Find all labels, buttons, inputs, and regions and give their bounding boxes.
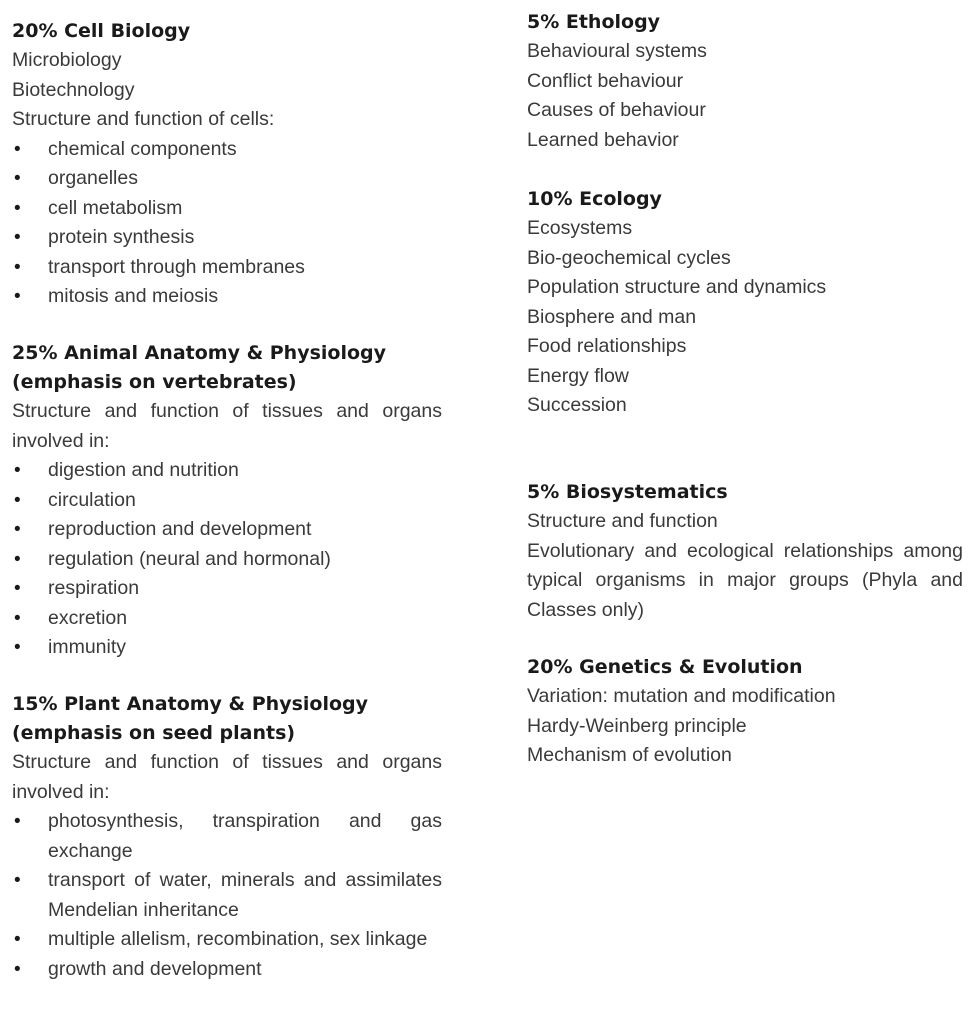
bullet-icon: • [14,286,21,307]
bullet-icon: • [14,578,21,599]
list-item [12,194,442,224]
section-heading: 20% Cell Biology [12,20,191,42]
list-item-text: mitosis and meiosis [48,285,219,307]
section-heading: 20% Genetics & Evolution [527,656,803,678]
bullet-icon: • [14,870,21,891]
list-item [12,604,442,634]
list-item-text: immunity [48,636,127,658]
bullet-icon: • [14,548,21,570]
section-ecology [527,185,963,421]
topic-line: Behavioural systems [527,40,707,62]
bullet-icon: • [14,811,21,832]
list-item-text: digestion and nutrition [48,459,239,481]
bullet-icon: • [14,227,21,248]
topic-line: Causes of behaviour [527,99,706,121]
section-plant-anatomy [12,690,442,984]
bullet-list [12,456,442,663]
list-item-text: regulation (neural and hormonal) [48,547,331,570]
topic-line: Energy flow [527,364,629,387]
topic-line: Food relationships [527,335,687,357]
topic-line: Learned behavior [527,128,679,151]
list-item-text: respiration [48,577,140,599]
section-heading: 25% Animal Anatomy & Physiology [12,342,387,364]
bullet-icon: • [14,929,21,950]
bullet-icon: • [14,607,21,629]
list-item-text: reproduction and development [48,518,312,540]
topic-line: Mechanism of evolution [527,744,732,766]
intro-paragraph: Structure and function of tissues and organs involved in: [12,751,442,803]
list-item [12,282,442,312]
list-item [12,135,442,165]
section-ethology [527,8,963,155]
list-item-text: transport of water, minerals and assimilates Mendelian inheritance [48,869,442,921]
list-item [12,223,442,253]
topic-line: Succession [527,394,627,416]
list-item [12,486,442,516]
bullet-icon: • [14,168,21,189]
section-subheading: (emphasis on vertebrates) [12,371,297,393]
list-item [12,633,442,663]
intro-paragraph: Structure and function of tissues and organs involved in: [12,400,442,452]
section-heading: 10% Ecology [527,188,662,210]
section-cell-biology [12,17,442,312]
list-item-text: circulation [48,488,136,511]
bullet-icon: • [14,958,21,980]
topic-line: Biotechnology [12,78,135,101]
bullet-icon: • [14,519,21,540]
list-item [12,807,442,866]
section-heading: 5% Ethology [527,11,661,33]
topic-line: Conflict behaviour [527,69,684,92]
bullet-icon: • [14,489,21,511]
section-heading: 5% Biosystematics [527,481,728,503]
topic-line: Ecosystems [527,217,633,239]
section-animal-anatomy [12,339,442,663]
section-biosystematics [527,478,963,625]
section-heading: 15% Plant Anatomy & Physiology [12,693,369,715]
topic-line: Variation: mutation and modification [527,685,836,707]
bullet-list [12,807,442,984]
topic-line: Hardy-Weinberg principle [527,714,747,737]
bullet-icon: • [14,138,21,160]
list-item-text: cell metabolism [48,196,183,219]
bullet-list [12,135,442,312]
list-item [12,456,442,486]
bullet-icon: • [14,256,21,278]
list-item-text: growth and development [48,957,262,980]
list-item-text: chemical components [48,137,237,160]
section-subheading: (emphasis on seed plants) [12,722,296,744]
list-item [12,515,442,545]
topic-line: Population structure and dynamics [527,276,827,298]
list-item [12,866,442,925]
bullet-icon: • [14,460,21,481]
topic-paragraph: Evolutionary and ecological relationships among typical organisms in major groups (Phyla and Classes only) [527,539,963,621]
list-item [12,164,442,194]
list-item-text: multiple allelism, recombination, sex linkage [48,928,428,950]
list-item-text: photosynthesis, transpiration and gas exchange [48,810,442,862]
list-item [12,574,442,604]
list-item-text: excretion [48,606,128,629]
list-item-text: protein synthesis [48,226,195,248]
list-item-text: transport through membranes [48,255,305,278]
topic-line: Structure and function [527,510,718,532]
bullet-icon: • [14,637,21,658]
section-genetics-evolution [527,653,963,771]
list-item [12,253,442,283]
list-item [12,925,442,955]
topic-line: Biosphere and man [527,305,697,328]
list-item [12,955,442,985]
list-item [12,545,442,575]
topic-line: Structure and function of cells: [12,108,275,130]
topic-line: Bio-geochemical cycles [527,246,731,269]
bullet-icon: • [14,197,21,219]
list-item-text: organelles [48,167,138,189]
topic-line: Microbiology [12,49,122,71]
